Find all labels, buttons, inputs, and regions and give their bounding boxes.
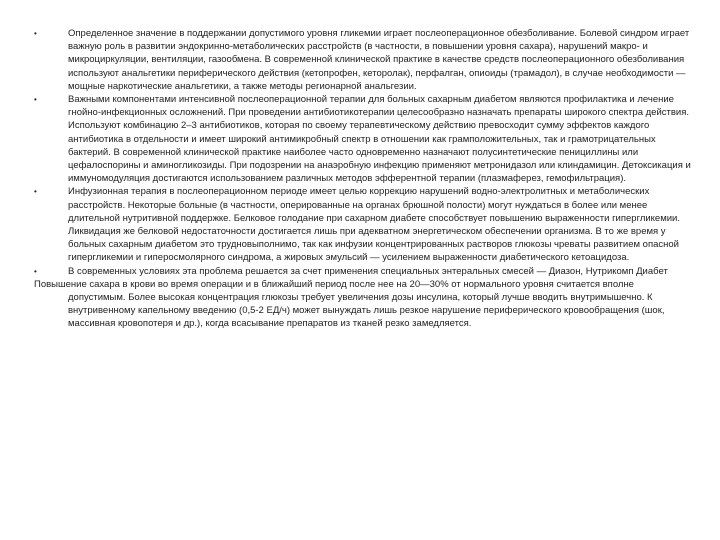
bullet-icon: • (34, 187, 37, 197)
paragraph-text: Важными компонентами интенсивной послеоперационной терапии для больных сахарным диабетом являются профилактика и лечение гнойно-инфекционных осложнений. При проведении антибиотикотерапии целесообразно назначать препараты широкого спектра действия. Используют комбинацию 2–3 антибиотиков, которая по своему терапевтическому действию превосходит сумму эффектов каждого антибиотика в отдельности и имеет широкий антимикробный спектр в отношении как грамположительных, так и грамотрицательных бактерий. В современной клинической практике наиболее часто одновременно назначают полусинтетические пенициллины или цефалоспорины и аминогликозиды. При подозрении на анаэробную инфекцию применяют метронидазол или клиндамицин. Детоксикация и иммуномодуляция достигаются использованием различных методов эфферентной терапии (плазмаферез, гемофильтрация). (68, 94, 691, 185)
bullet-icon: • (34, 95, 37, 105)
closing-paragraph: Повышение сахара в крови во время операции и в ближайший период после нее на 20—30% от нормального уровня считается вполне допустимым. Более высокая концентрация глюкозы требует увеличения дозы инсулина, который лучше вводить внутримышечно. К внутривенному капельному введению (0,5-2 ЕД/ч) может вынуждать лишь резкое нарушение периферического кровообращения (шок, массивная кровопотеря и др.), когда всасывание препаратов из тканей резко замедляется. (34, 278, 665, 330)
slide-text-body (34, 27, 694, 331)
bullet-paragraph-antibiotics (34, 93, 694, 185)
paragraph-text: Определенное значение в поддержании допустимого уровня гликемии играет послеоперационное обезболивание. Болевой синдром играет важную роль в развитии эндокринно-метаболических расстройств (в частности, в повышении уровня сахара), нарушений макро- и микроциркуляции, вентиляции, газообмена. В современной клинической практике в качестве средств послеоперационного обезболивания используют анальгетики периферического действия (кетопрофен, кеторолак), перфалган, опиоиды (трамадол), в случае необходимости — мощные наркотические анальгетики, а также методы регионарной анальгезии. (68, 28, 690, 92)
bullet-icon: • (34, 266, 37, 276)
bullet-icon: • (34, 29, 37, 38)
paragraph-text: Инфузионная терапия в послеоперационном периоде имеет целью коррекцию нарушений водно-электролитных и метаболических расстройств. Некоторые больные (в частности, оперированные на органах брюшной полости) могут нуждаться в более или менее длительной нутритивной поддержке. Белковое голодание при сахарном диабете способствует повышению выраженности гипергликемии. Ликвидация же белковой недостаточности достигается лишь при адекватном энергетическом обеспечении организма. В то же время у больных сахарным диабетом это трудновыполнимо, так как инфузии концентрированных растворов глюкозы чреваты развитием опасной гипергликемии и гиперосмолярного синдрома, а жировых эмульсий — усилением выраженности диабетического кетоацидоза. (68, 186, 681, 264)
bullet-paragraph-enteral-mixes (34, 265, 694, 278)
bullet-paragraph-analgesia (34, 27, 694, 93)
bullet-paragraph-infusion (34, 185, 694, 264)
paragraph-text: В современных условиях эта проблема решается за счет применения специальных энтеральных смесей — Диазон, Нутрикомп Диабет (68, 265, 668, 277)
